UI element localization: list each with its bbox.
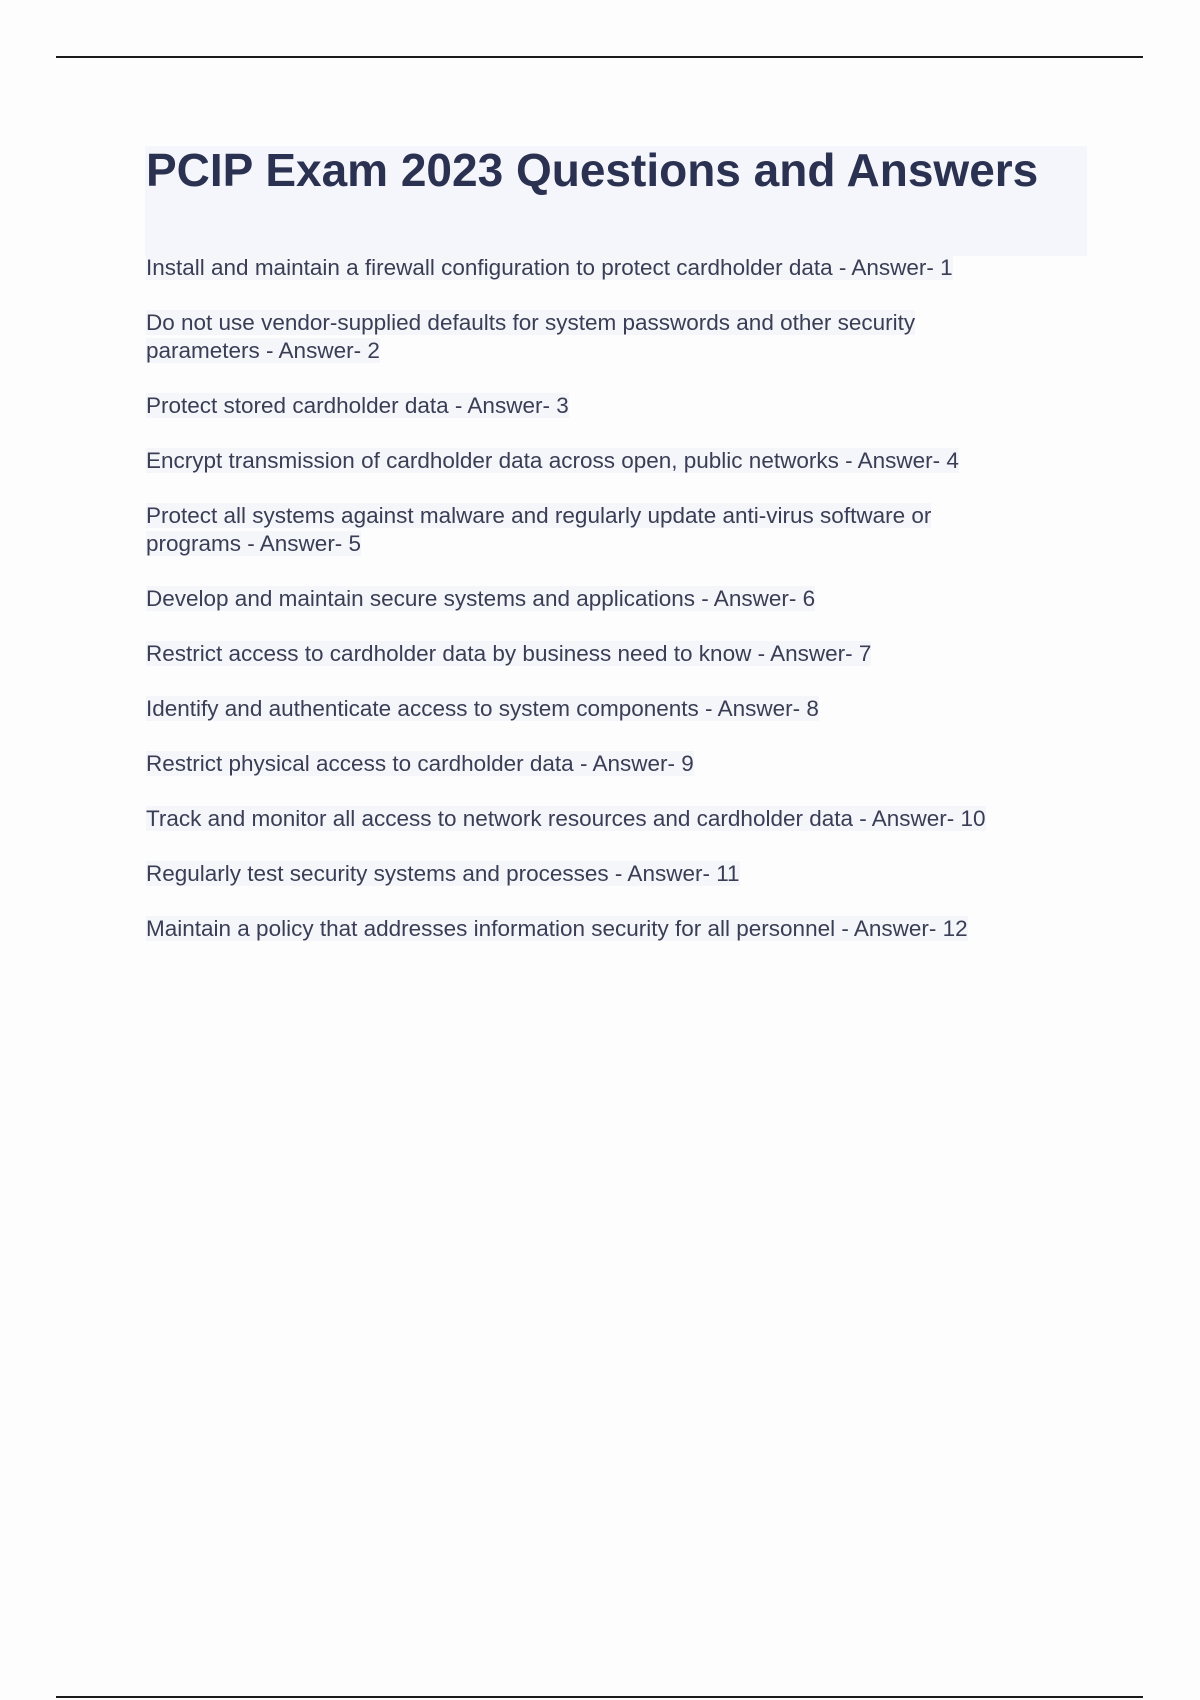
qa-item-1	[146, 254, 1076, 282]
qa-item-text: Protect stored cardholder data - Answer- 3	[146, 393, 569, 418]
qa-item-5	[146, 502, 1006, 558]
qa-item-text: Do not use vendor-supplied defaults for system passwords and other security parameters - Answer- 2	[146, 310, 916, 363]
top-divider	[56, 56, 1143, 58]
qa-item-4	[146, 447, 1076, 475]
qa-item-10	[146, 805, 1076, 833]
qa-item-12	[146, 915, 1076, 943]
qa-item-text: Identify and authenticate access to system components - Answer- 8	[146, 696, 819, 721]
qa-item-text: Install and maintain a firewall configuration to protect cardholder data - Answer- 1	[146, 255, 953, 280]
qa-item-text: Encrypt transmission of cardholder data across open, public networks - Answer- 4	[146, 448, 959, 473]
qa-item-9	[146, 750, 1076, 778]
qa-list	[146, 254, 1076, 970]
qa-item-text: Develop and maintain secure systems and applications - Answer- 6	[146, 586, 816, 611]
qa-item-text: Regularly test security systems and processes - Answer- 11	[146, 861, 740, 886]
qa-item-text: Maintain a policy that addresses information security for all personnel - Answer- 12	[146, 916, 968, 941]
bottom-divider	[56, 1696, 1143, 1698]
qa-item-text: Track and monitor all access to network resources and cardholder data - Answer- 10	[146, 806, 986, 831]
qa-item-8	[146, 695, 1076, 723]
qa-item-text: Restrict physical access to cardholder data - Answer- 9	[146, 751, 694, 776]
qa-item-3	[146, 392, 1076, 420]
qa-item-2	[146, 309, 996, 365]
qa-item-7	[146, 640, 1076, 668]
qa-item-11	[146, 860, 1076, 888]
qa-item-text: Protect all systems against malware and regularly update anti-virus software or programs - Answer- 5	[146, 503, 932, 556]
page-title: PCIP Exam 2023 Questions and Answers	[146, 144, 1039, 196]
qa-item-6	[146, 585, 1076, 613]
qa-item-text: Restrict access to cardholder data by business need to know - Answer- 7	[146, 641, 872, 666]
